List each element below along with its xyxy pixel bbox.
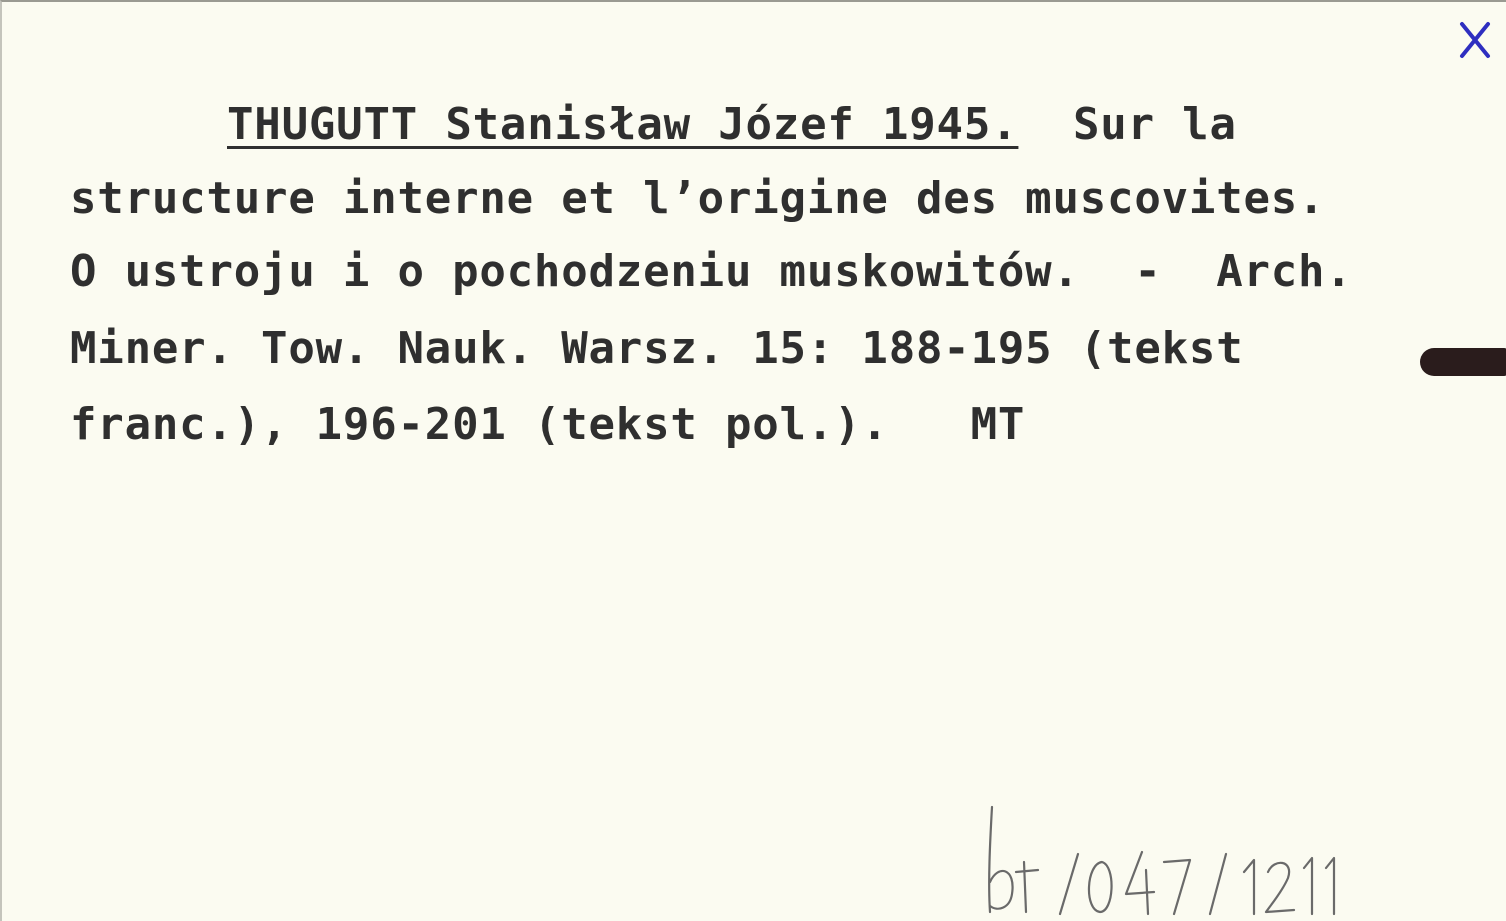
entry-line-5: franc.), 196-201 (tekst pol.). MT — [70, 399, 1026, 450]
title-start: Sur la — [1073, 99, 1237, 150]
author-heading: THUGUTT Stanisław Józef 1945. — [227, 99, 1019, 150]
ink-redaction — [1420, 348, 1506, 376]
entry-line-2: structure interne et l’origine des muscovites. — [70, 173, 1326, 224]
entry-line-3: O ustroju i o pochodzeniu muskowitów. - Arch. — [70, 246, 1353, 297]
entry-line-1 — [227, 98, 1237, 152]
handwritten-signature — [982, 802, 1362, 917]
close-icon[interactable] — [1450, 10, 1500, 60]
entry-line-4: Miner. Tow. Nauk. Warsz. 15: 188-195 (tekst — [70, 323, 1244, 374]
